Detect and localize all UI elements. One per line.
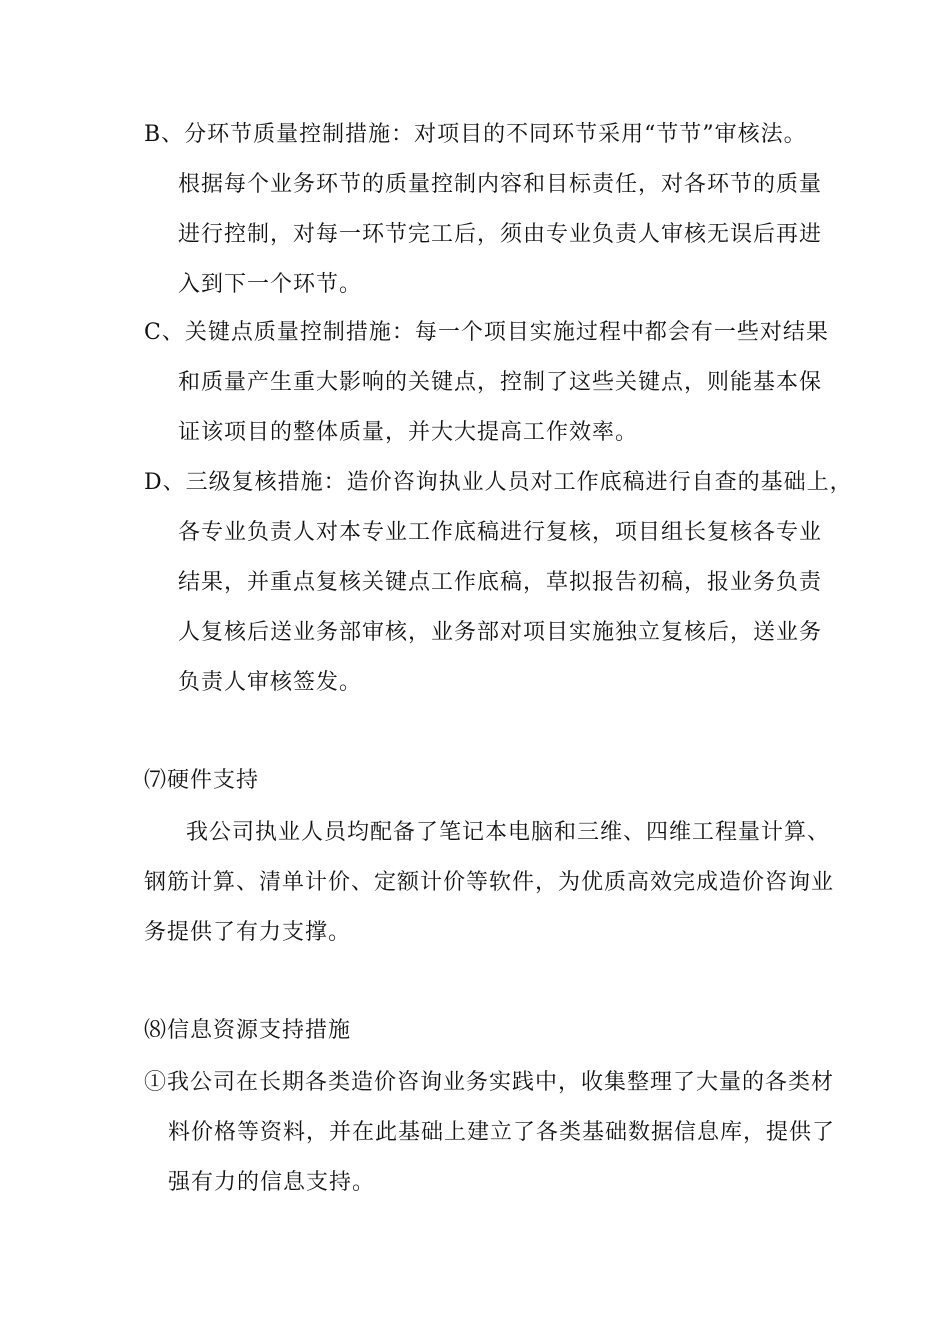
paragraph-c-line-2: 和质量产生重大影响的关键点，控制了这些关键点，则能基本保 (178, 370, 823, 395)
paragraph-d-line-2: 各专业负责人对本专业工作底稿进行复核，项目组长复核各专业 (178, 520, 823, 545)
paragraph-b-line-1: B、分环节质量控制措施：对项目的不同环节采用“节节”审核法。 (144, 122, 807, 147)
paragraph-b-line-3: 进行控制，对每一环节完工后，须由专业负责人审核无误后再进 (178, 222, 823, 247)
hardware-line-3: 务提供了有力支撑。 (144, 920, 352, 945)
hardware-line-2: 钢筋计算、清单计价、定额计价等软件，为优质高效完成造价咨询业 (144, 870, 835, 895)
hardware-heading: ⑺硬件支持 (144, 768, 260, 793)
information-item-1-line-1: ①我公司在长期各类造价咨询业务实践中，收集整理了大量的各类材 (144, 1070, 835, 1095)
paragraph-d-line-1: D、三级复核措施：造价咨询执业人员对工作底稿进行自查的基础上， (144, 470, 853, 495)
paragraph-d-line-3: 结果，并重点复核关键点工作底稿，草拟报告初稿，报业务负责 (178, 570, 823, 595)
information-heading: ⑻信息资源支持措施 (144, 1018, 352, 1043)
information-item-1-line-2: 料价格等资料，并在此基础上建立了各类基础数据信息库，提供了 (168, 1120, 836, 1145)
paragraph-c-line-3: 证该项目的整体质量，并大大提高工作效率。 (178, 420, 639, 445)
paragraph-b-line-4: 入到下一个环节。 (178, 272, 363, 297)
paragraph-d-line-4: 人复核后送业务部审核，业务部对项目实施独立复核后，送业务 (178, 620, 823, 645)
paragraph-b-line-2: 根据每个业务环节的质量控制内容和目标责任，对各环节的质量 (178, 172, 823, 197)
information-item-1-line-3: 强有力的信息支持。 (168, 1170, 376, 1195)
paragraph-d-line-5: 负责人审核签发。 (178, 670, 363, 695)
hardware-line-1: 我公司执业人员均配备了笔记本电脑和三维、四维工程量计算、 (186, 820, 831, 845)
paragraph-c-line-1: C、关键点质量控制措施：每一个项目实施过程中都会有一些对结果 (144, 320, 829, 345)
